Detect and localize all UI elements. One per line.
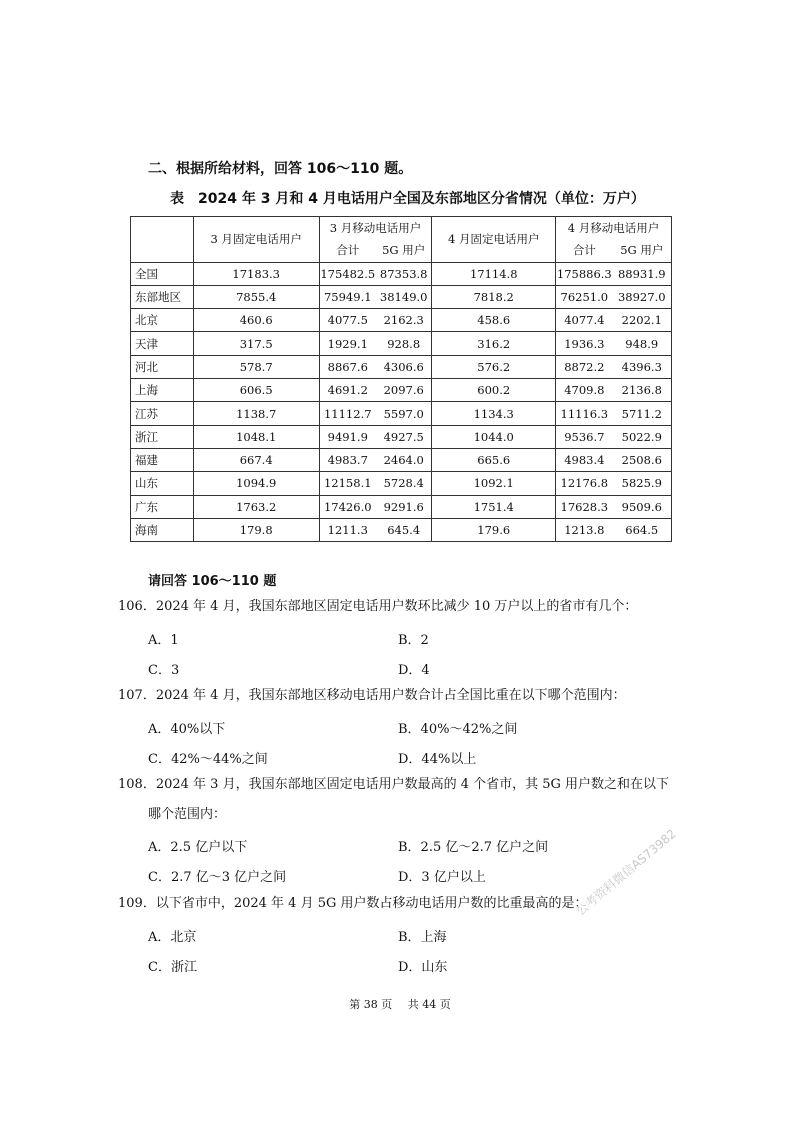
- question-106-option-c[interactable]: C．3: [148, 663, 180, 678]
- question-108-stem-continued: 哪个范围内：: [148, 807, 227, 822]
- table-row: [131, 448, 672, 471]
- table-cell-apr-5g: 2136.8: [613, 379, 672, 402]
- question-109-option-a[interactable]: A．北京: [148, 930, 197, 945]
- table-cell-mar-5g: 4306.6: [376, 355, 432, 378]
- table-row: [131, 332, 672, 355]
- table-cell-mar-fixed: 667.4: [193, 448, 319, 471]
- question-108-stem: 108．2024 年 3 月，我国东部地区固定电话用户数最高的 4 个省市，其 5G 用户数之和在以下: [118, 777, 670, 792]
- table-cell-mar-total: 8867.6: [319, 355, 376, 378]
- question-107-option-d[interactable]: D．44%以上: [398, 752, 477, 767]
- table-cell-apr-total: 1936.3: [556, 332, 613, 355]
- table-cell-mar-5g: 9291.6: [376, 495, 432, 518]
- header-mar-total: 合计: [319, 239, 376, 262]
- table-row: [131, 379, 672, 402]
- table-row: [131, 309, 672, 332]
- question-109-stem: 109．以下省市中，2024 年 4 月 5G 用户数占移动电话用户数的比重最高的是：: [118, 896, 588, 911]
- header-apr-mobile: 4 月移动电话用户: [556, 217, 672, 240]
- table-cell-apr-5g: 4396.3: [613, 355, 672, 378]
- table-cell-mar-5g: 2097.6: [376, 379, 432, 402]
- table-cell-apr-total: 4077.4: [556, 309, 613, 332]
- watermark-text: 公考资料微信AS73982: [573, 826, 679, 919]
- table-cell-apr-total: 12176.8: [556, 472, 613, 495]
- header-apr-total: 合计: [556, 239, 613, 262]
- table-cell-apr-5g: 948.9: [613, 332, 672, 355]
- table-cell-apr-5g: 88931.9: [613, 262, 672, 285]
- table-cell-mar-total: 75949.1: [319, 285, 376, 308]
- table-cell-apr-total: 175886.3: [556, 262, 613, 285]
- table-cell-region: 江苏: [131, 402, 194, 425]
- table-cell-apr-total: 4983.4: [556, 448, 613, 471]
- table-cell-mar-5g: 87353.8: [376, 262, 432, 285]
- table-cell-mar-5g: 2162.3: [376, 309, 432, 332]
- table-cell-apr-fixed: 1134.3: [432, 402, 556, 425]
- table-cell-apr-total: 4709.8: [556, 379, 613, 402]
- table-row: [131, 472, 672, 495]
- table-cell-mar-total: 4983.7: [319, 448, 376, 471]
- table-cell-mar-5g: 2464.0: [376, 448, 432, 471]
- table-cell-region: 北京: [131, 309, 194, 332]
- table-cell-mar-fixed: 1048.1: [193, 425, 319, 448]
- table-cell-mar-fixed: 1138.7: [193, 402, 319, 425]
- table-cell-mar-total: 1211.3: [319, 518, 376, 541]
- table-cell-apr-5g: 5711.2: [613, 402, 672, 425]
- table-cell-mar-total: 4077.5: [319, 309, 376, 332]
- table-cell-mar-total: 17426.0: [319, 495, 376, 518]
- table-cell-mar-fixed: 460.6: [193, 309, 319, 332]
- question-106-option-d[interactable]: D．4: [398, 663, 430, 678]
- table-cell-region: 海南: [131, 518, 194, 541]
- table-row: [131, 402, 672, 425]
- page-total: 共 44 页: [407, 998, 451, 1011]
- table-cell-apr-fixed: 17114.8: [432, 262, 556, 285]
- table-row: [131, 355, 672, 378]
- table-cell-region: 山东: [131, 472, 194, 495]
- table-cell-region: 全国: [131, 262, 194, 285]
- table-cell-region: 东部地区: [131, 285, 194, 308]
- table-cell-apr-fixed: 665.6: [432, 448, 556, 471]
- data-table: [130, 216, 672, 542]
- question-108-option-d[interactable]: D．3 亿户以上: [398, 870, 486, 885]
- table-cell-apr-fixed: 1044.0: [432, 425, 556, 448]
- question-107-option-a[interactable]: A．40%以下: [148, 722, 226, 737]
- table-cell-apr-fixed: 316.2: [432, 332, 556, 355]
- header-apr-fixed: 4 月固定电话用户: [432, 217, 556, 263]
- question-108-option-b[interactable]: B．2.5 亿～2.7 亿户之间: [398, 840, 549, 855]
- question-106-stem: 106．2024 年 4 月，我国东部地区固定电话用户数环比减少 10 万户以上的省市有几个：: [118, 599, 638, 614]
- section-title: 二、根据所给材料，回答 106～110 题。: [148, 161, 413, 177]
- header-mar-5g: 5G 用户: [376, 239, 432, 262]
- page-number: 第 38 页: [349, 998, 393, 1011]
- question-107-option-b[interactable]: B．40%～42%之间: [398, 722, 518, 737]
- table-cell-mar-5g: 645.4: [376, 518, 432, 541]
- table-cell-apr-fixed: 576.2: [432, 355, 556, 378]
- question-106-option-a[interactable]: A．1: [148, 633, 179, 648]
- question-106-option-b[interactable]: B．2: [398, 633, 429, 648]
- table-cell-apr-fixed: 179.6: [432, 518, 556, 541]
- table-cell-mar-total: 175482.5: [319, 262, 376, 285]
- table-cell-apr-fixed: 1092.1: [432, 472, 556, 495]
- header-empty: [131, 217, 194, 263]
- table-cell-apr-5g: 2508.6: [613, 448, 672, 471]
- table-cell-apr-5g: 5825.9: [613, 472, 672, 495]
- table-cell-mar-fixed: 7855.4: [193, 285, 319, 308]
- table-cell-mar-total: 9491.9: [319, 425, 376, 448]
- table-cell-apr-total: 1213.8: [556, 518, 613, 541]
- table-cell-mar-total: 1929.1: [319, 332, 376, 355]
- table-row: [131, 518, 672, 541]
- table-cell-apr-total: 17628.3: [556, 495, 613, 518]
- table-cell-mar-fixed: 179.8: [193, 518, 319, 541]
- table-cell-apr-fixed: 7818.2: [432, 285, 556, 308]
- table-cell-apr-fixed: 458.6: [432, 309, 556, 332]
- table-cell-mar-total: 12158.1: [319, 472, 376, 495]
- table-cell-apr-total: 76251.0: [556, 285, 613, 308]
- table-cell-apr-5g: 9509.6: [613, 495, 672, 518]
- table-row: [131, 495, 672, 518]
- table-cell-apr-total: 8872.2: [556, 355, 613, 378]
- table-cell-apr-5g: 38927.0: [613, 285, 672, 308]
- table-cell-mar-fixed: 1763.2: [193, 495, 319, 518]
- table-cell-mar-fixed: 606.5: [193, 379, 319, 402]
- question-107-option-c[interactable]: C．42%～44%之间: [148, 752, 268, 767]
- table-cell-apr-total: 11116.3: [556, 402, 613, 425]
- table-cell-apr-5g: 2202.1: [613, 309, 672, 332]
- table-cell-apr-fixed: 600.2: [432, 379, 556, 402]
- table-cell-mar-fixed: 317.5: [193, 332, 319, 355]
- table-cell-region: 天津: [131, 332, 194, 355]
- table-cell-mar-total: 11112.7: [319, 402, 376, 425]
- question-108-option-a[interactable]: A．2.5 亿户以下: [148, 840, 248, 855]
- table-row: [131, 262, 672, 285]
- table-cell-mar-5g: 5728.4: [376, 472, 432, 495]
- table-cell-apr-5g: 664.5: [613, 518, 672, 541]
- table-cell-apr-fixed: 1751.4: [432, 495, 556, 518]
- table-cell-mar-fixed: 17183.3: [193, 262, 319, 285]
- table-row: [131, 285, 672, 308]
- table-row: [131, 425, 672, 448]
- table-cell-mar-total: 4691.2: [319, 379, 376, 402]
- table-cell-apr-total: 9536.7: [556, 425, 613, 448]
- header-mar-fixed: 3 月固定电话用户: [193, 217, 319, 263]
- table-cell-mar-5g: 928.8: [376, 332, 432, 355]
- question-109-option-b[interactable]: B．上海: [398, 930, 447, 945]
- table-cell-region: 福建: [131, 448, 194, 471]
- questions-label: 请回答 106～110 题: [148, 574, 277, 589]
- table-cell-region: 广东: [131, 495, 194, 518]
- question-109-option-d[interactable]: D．山东: [398, 960, 448, 975]
- table-caption: 表 2024 年 3 月和 4 月电话用户全国及东部地区分省情况（单位：万户）: [170, 191, 645, 207]
- question-108-option-c[interactable]: C．2.7 亿～3 亿户之间: [148, 870, 287, 885]
- table-cell-region: 上海: [131, 379, 194, 402]
- table-cell-region: 浙江: [131, 425, 194, 448]
- question-107-stem: 107．2024 年 4 月，我国东部地区移动电话用户数合计占全国比重在以下哪个范围内：: [118, 688, 626, 703]
- header-mar-mobile: 3 月移动电话用户: [319, 217, 432, 240]
- table-cell-mar-5g: 38149.0: [376, 285, 432, 308]
- page-footer: [0, 996, 800, 1012]
- table-cell-region: 河北: [131, 355, 194, 378]
- question-109-option-c[interactable]: C．浙江: [148, 960, 197, 975]
- table-cell-mar-5g: 4927.5: [376, 425, 432, 448]
- table-cell-mar-fixed: 578.7: [193, 355, 319, 378]
- table-cell-mar-fixed: 1094.9: [193, 472, 319, 495]
- table-cell-mar-5g: 5597.0: [376, 402, 432, 425]
- table-cell-apr-5g: 5022.9: [613, 425, 672, 448]
- header-apr-5g: 5G 用户: [613, 239, 672, 262]
